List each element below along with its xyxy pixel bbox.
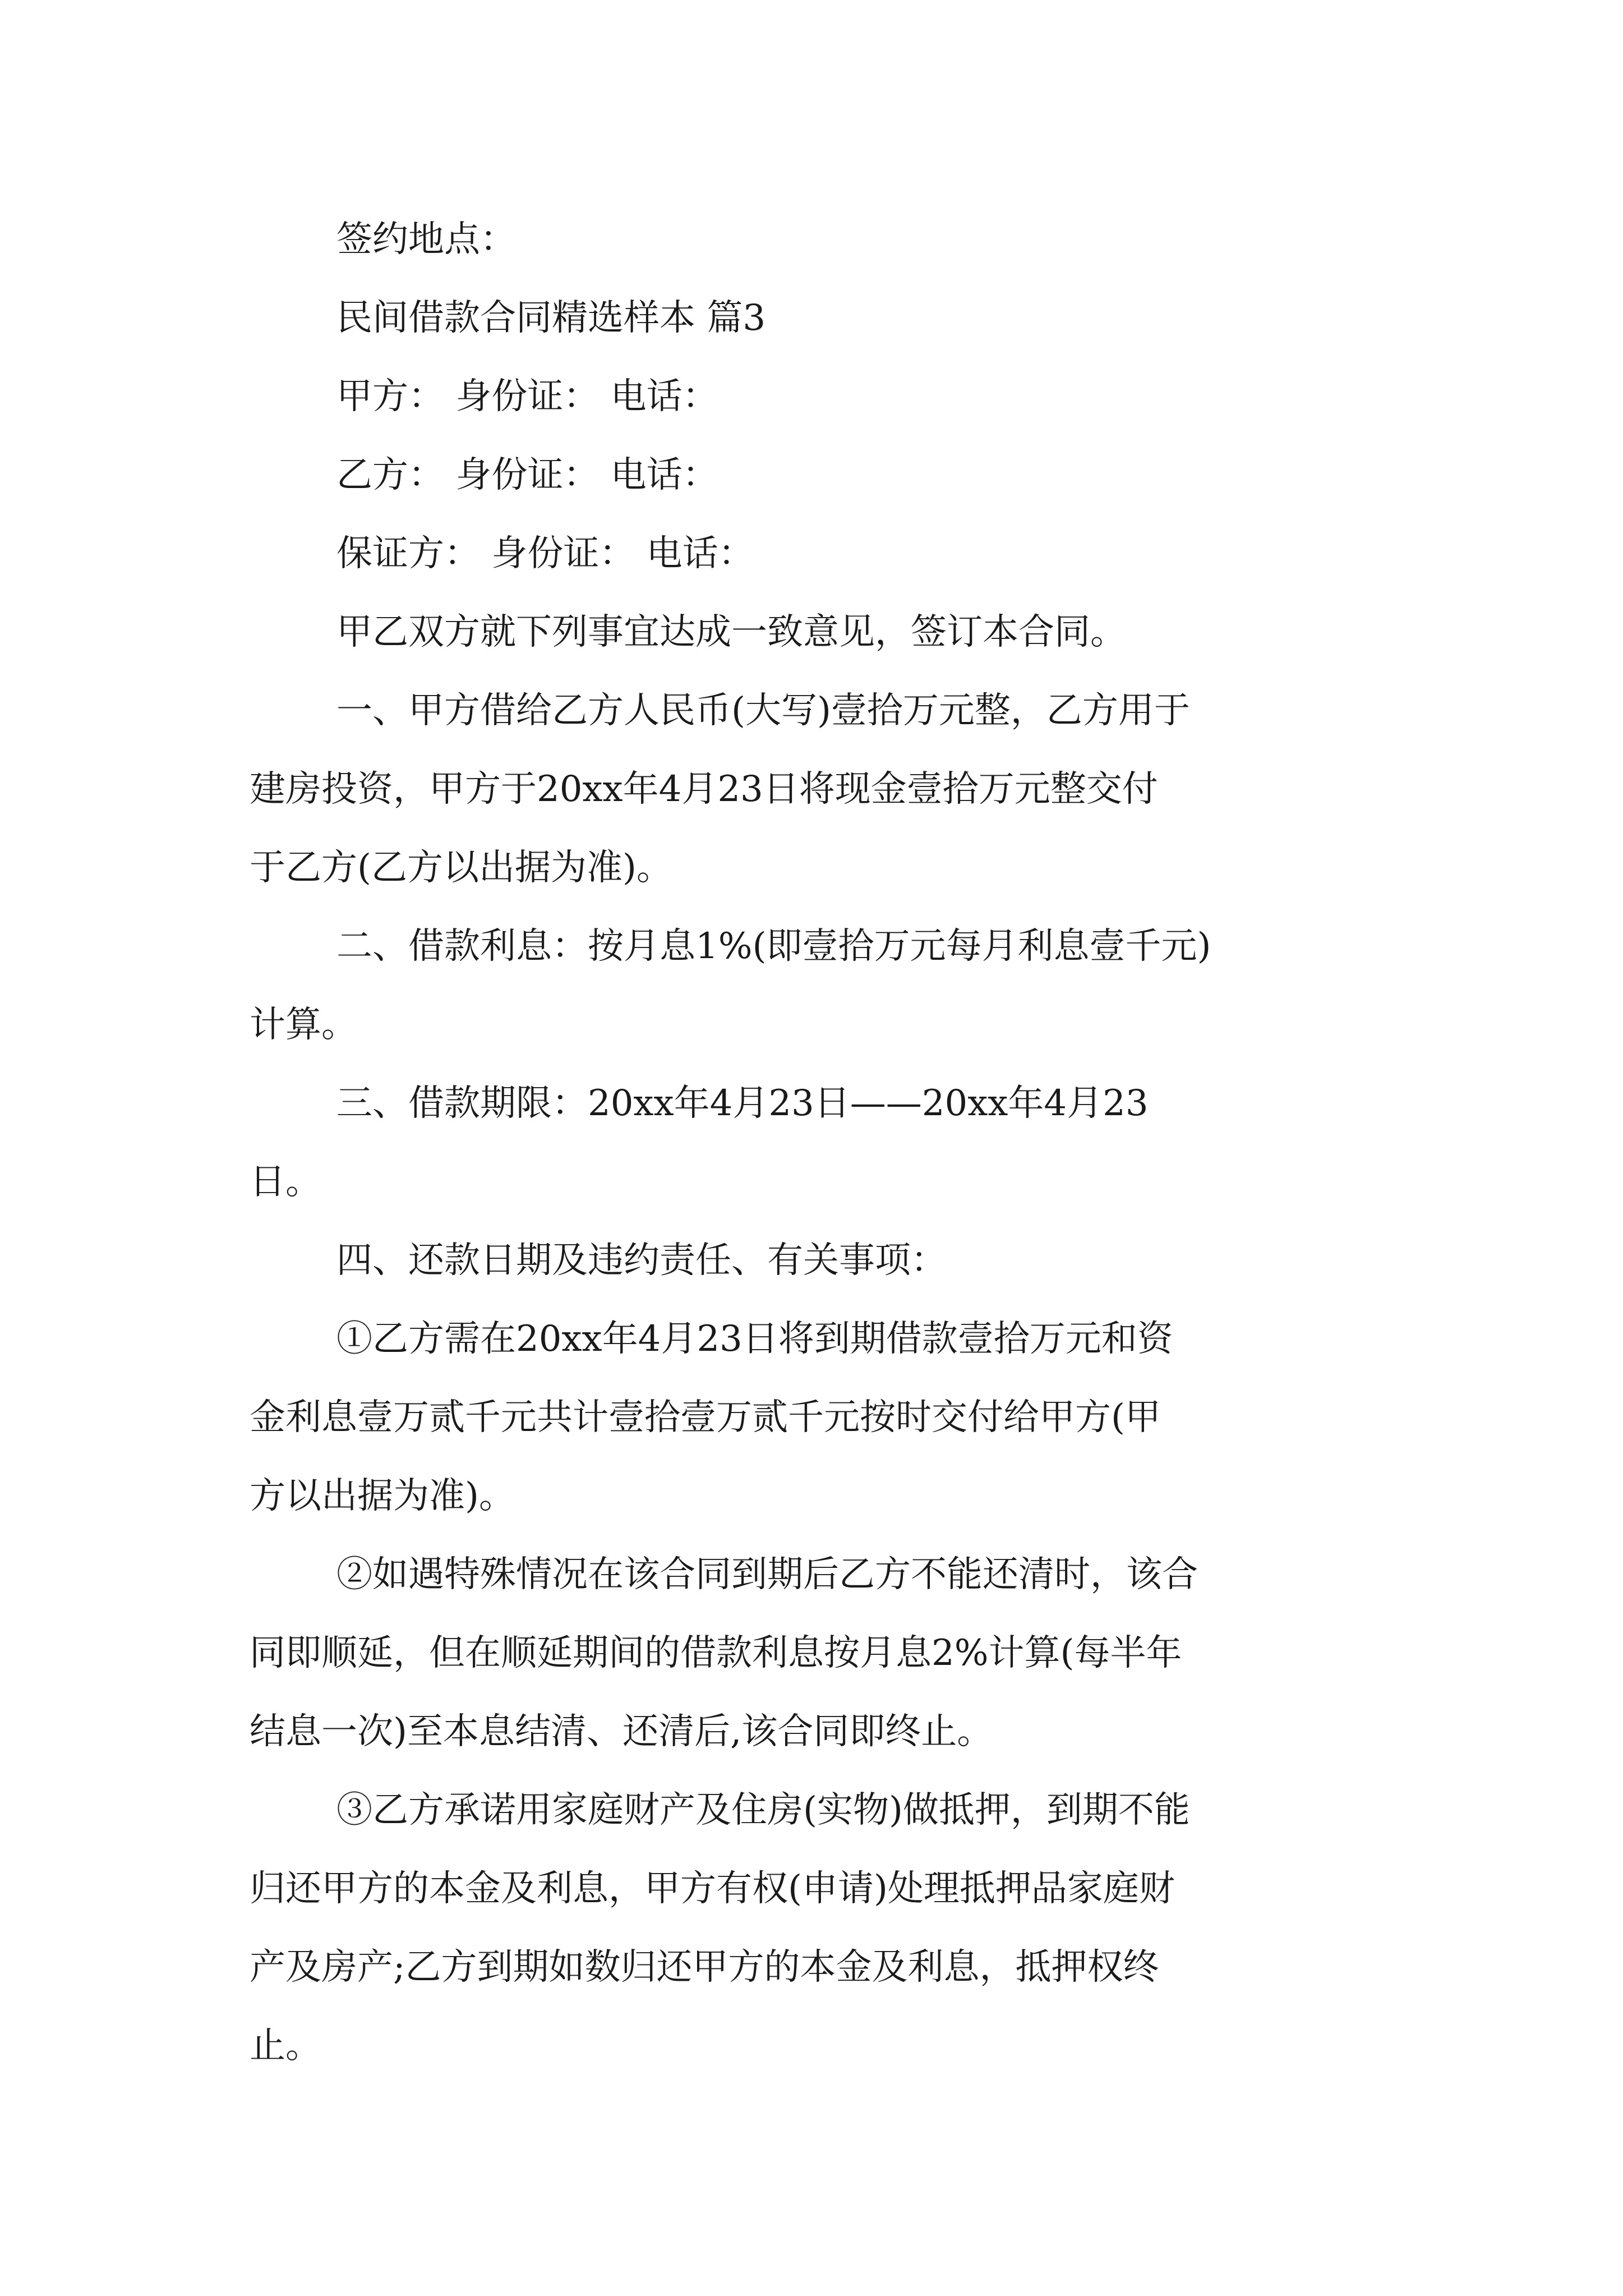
clause-2-line-1: 二、借款利息：按月息1%(即壹拾万元每月利息壹千元)	[336, 926, 1211, 967]
item-1-line-2: 金利息壹万贰千元共计壹拾壹万贰千元按时交付给甲方(甲	[250, 1397, 1161, 1438]
item-1-line-1: ①乙方需在20xx年4月23日将到期借款壹拾万元和资	[336, 1318, 1173, 1360]
item-2-line-2: 同即顺延，但在顺延期间的借款利息按月息2%计算(每半年	[250, 1632, 1182, 1674]
clause-3-line-2: 日。	[250, 1161, 321, 1203]
item-3-line-4: 止。	[250, 2025, 321, 2067]
clause-3-line-1: 三、借款期限：20xx年4月23日——20xx年4月23	[336, 1083, 1149, 1124]
clause-2-line-2: 计算。	[250, 1004, 357, 1046]
section-title: 民间借款合同精选样本 篇3	[336, 297, 766, 339]
guarantor-line: 保证方： 身份证： 电话：	[336, 533, 754, 574]
clause-1-line-2: 建房投资，甲方于20xx年4月23日将现金壹拾万元整交付	[250, 769, 1158, 810]
clause-4-heading: 四、还款日期及违约责任、有关事项：	[336, 1240, 947, 1281]
party-a-line: 甲方： 身份证： 电话：	[336, 376, 718, 417]
signing-location-line: 签约地点：	[336, 219, 516, 260]
item-2-line-1: ②如遇特殊情况在该合同到期后乙方不能还清时，该合	[336, 1554, 1198, 1595]
item-1-line-3: 方以出据为准)。	[250, 1475, 515, 1517]
clause-1-line-3: 于乙方(乙方以出据为准)。	[250, 847, 672, 889]
item-3-line-3: 产及房产;乙方到期如数归还甲方的本金及利息，抵押权终	[250, 1947, 1159, 1988]
item-2-line-3: 结息一次)至本息结清、还清后,该合同即终止。	[250, 1711, 993, 1752]
party-b-line: 乙方： 身份证： 电话：	[336, 454, 718, 496]
agreement-intro: 甲乙双方就下列事宜达成一致意见，签订本合同。	[336, 611, 1126, 653]
item-3-line-1: ③乙方承诺用家庭财产及住房(实物)做抵押，到期不能	[336, 1789, 1190, 1831]
clause-1-line-1: 一、甲方借给乙方人民币(大写)壹拾万元整，乙方用于	[336, 690, 1190, 731]
item-3-line-2: 归还甲方的本金及利息，甲方有权(申请)处理抵押品家庭财	[250, 1868, 1175, 1910]
